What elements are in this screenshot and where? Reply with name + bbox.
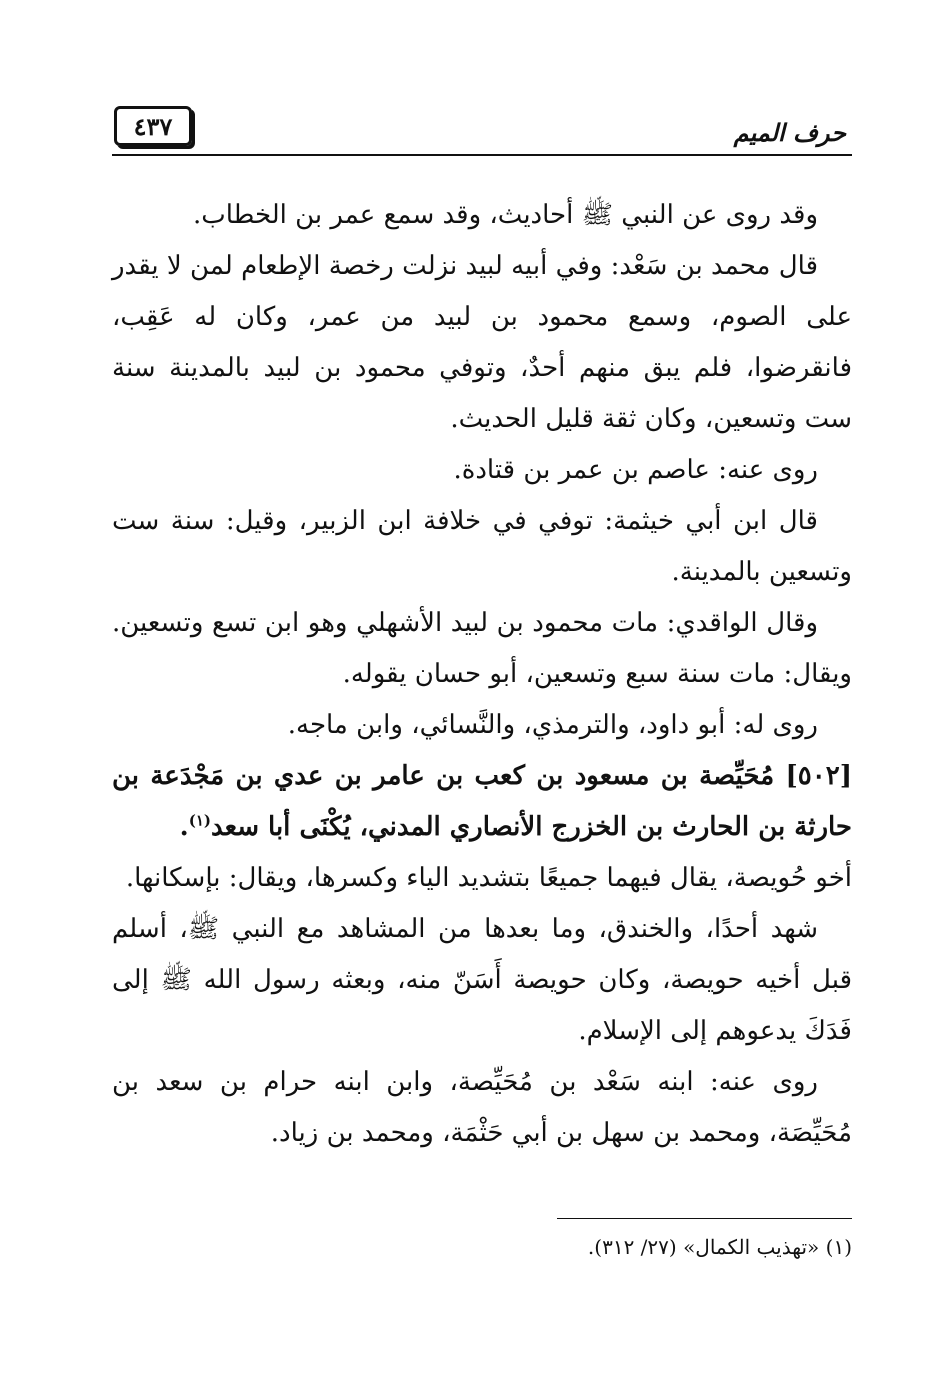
paragraph: روى له: أبو داود، والترمذي، والنَّسائي، وابن ماجه. bbox=[287, 710, 818, 740]
entry-number: [٥٠٢] bbox=[785, 761, 852, 791]
paragraph: وقد روى عن النبي ﷺ أحاديث، وقد سمع عمر بن الخطاب. bbox=[192, 200, 818, 230]
page-number: ٤٣٧ bbox=[133, 111, 173, 141]
entry-heading bbox=[112, 751, 852, 853]
paragraph: روى عنه: ابنه سَعْد بن مُحَيِّصة، وابن ابنه حرام بن سعد بن مُحَيِّصَة، ومحمد بن سهل بن أبي حَثْمَة، ومحمد بن زياد. bbox=[112, 1067, 852, 1148]
paragraph: وقال الواقدي: مات محمود بن لبيد الأشهلي وهو ابن تسع وتسعين. ويقال: مات سنة سبع وتسعين، أبو حسان يقوله. bbox=[112, 608, 852, 689]
footnote-rule bbox=[557, 1218, 852, 1219]
body-text bbox=[112, 190, 852, 1159]
paragraph: شهد أحدًا، والخندق، وما بعدها من المشاهد مع النبي ﷺ، أسلم قبل أخيه حويصة، وكان حويصة أَسَنّ منه، وبعثه رسول الله ﷺ إلى فَدَكَ يدعوهم إلى الإسلام. bbox=[112, 914, 852, 1046]
page-number-box bbox=[114, 106, 192, 146]
paragraph: أخو حُويصة، يقال فيهما جميعًا بتشديد الياء وكسرها، ويقال: بإسكانها. bbox=[125, 863, 852, 893]
header-rule bbox=[112, 154, 852, 156]
running-title: حرف الميم bbox=[733, 118, 846, 147]
footnote: (١) «تهذيب الكمال» (٢٧/ ٣١٢). bbox=[587, 1235, 852, 1259]
paragraph: روى عنه: عاصم بن عمر بن قتادة. bbox=[453, 455, 818, 485]
footnote-reference[interactable]: (١) bbox=[188, 811, 211, 830]
page-header bbox=[112, 100, 852, 160]
paragraph: قال ابن أبي خيثمة: توفي في خلافة ابن الزبير، وقيل: سنة ست وتسعين بالمدينة. bbox=[112, 506, 852, 587]
paragraph: قال محمد بن سَعْد: وفي أبيه لبيد نزلت رخصة الإطعام لمن لا يقدر على الصوم، وسمع محمود بن لبيد من عمر، وكان له عَقِب، فانقرضوا، فلم يبق منهم أحدٌ، وتوفي محمود بن لبيد بالمدينة سنة ست وتسعين، وكان ثقة قليل الحديث. bbox=[112, 251, 852, 434]
entry-title: مُحَيِّصة بن مسعود بن كعب بن عامر بن عدي بن مَجْدَعة بن حارثة بن الحارث بن الخزرج الأنصاري المدني، يُكْنَى أبا سعد bbox=[112, 761, 852, 842]
entry-end: . bbox=[179, 812, 189, 842]
